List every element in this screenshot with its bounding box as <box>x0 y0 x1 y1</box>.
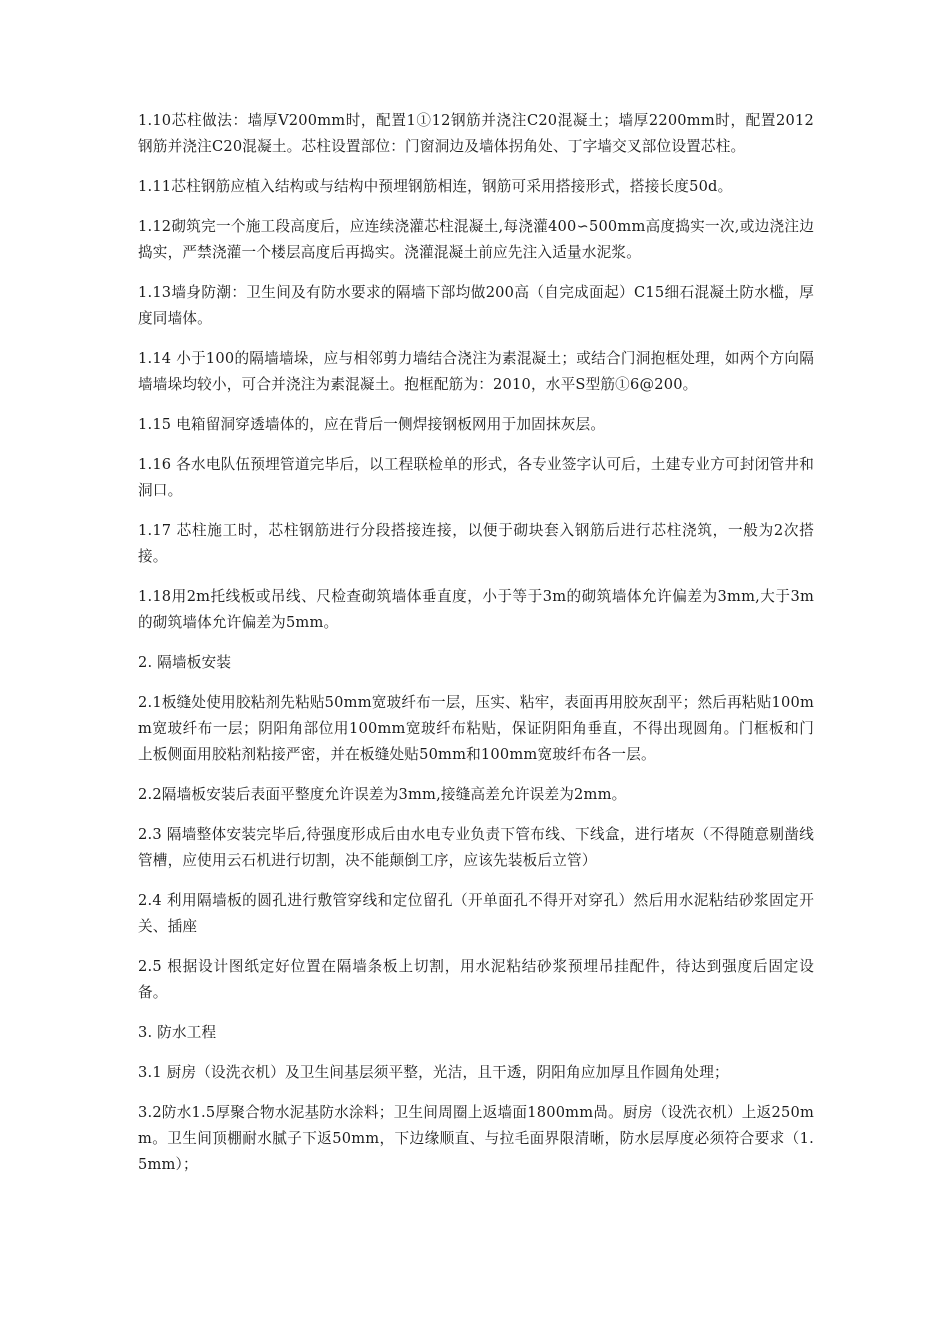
paragraph-1-16: 1.16 各水电队伍预埋管道完毕后，以工程联检单的形式，各专业签字认可后，土建专业方可封闭管井和洞口。 <box>138 456 814 499</box>
paragraph-3-2: 3.2防水1.5厚聚合物水泥基防水涂料；卫生间周圈上返墙面1800mm咼。厨房（设洗衣机）上返250mm。卫生间顶棚耐水腻子下返50mm，下边缘顺直、与拉毛面界限清晰，防水层厚度必须符合要求（1.5mm）； <box>138 1104 814 1173</box>
paragraph-3-1: 3.1 厨房（设洗衣机）及卫生间基层须平整，光洁，且干透，阴阳角应加厚且作圆角处理； <box>138 1064 729 1081</box>
paragraph-1-14: 1.14 小于100的隔墙墙垛，应与相邻剪力墙结合浇注为素混凝土；或结合门洞抱框处理，如两个方向隔墙墙垛均较小，可合并浇注为素混凝土。抱框配筋为：2010，水平S型筋①6@200。 <box>138 350 814 393</box>
section-heading-3: 3. 防水工程 <box>138 1024 217 1041</box>
paragraph-2-5: 2.5 根据设计图纸定好位置在隔墙条板上切割，用水泥粘结砂浆预埋吊挂配件，待达到强度后固定设备。 <box>138 958 814 1001</box>
paragraph-2-4: 2.4 利用隔墙板的圆孔进行敷管穿线和定位留孔（开单面孔不得开对穿孔）然后用水泥粘结砂浆固定开关、插座 <box>138 892 814 935</box>
paragraph-2-1: 2.1板缝处使用胶粘剂先粘贴50mm宽玻纤布一层，压实、粘牢，表面再用胶灰刮平；然后再粘贴100mm宽玻纤布一层；阴阳角部位用100mm宽玻纤布粘贴，保证阴阳角垂直，不得出现圆角。门框板和门上板侧面用胶粘剂粘接严密，并在板缝处贴50mm和100mm宽玻纤布各一层。 <box>138 694 814 763</box>
paragraph-2-3: 2.3 隔墙整体安装完毕后,待强度形成后由水电专业负责下管布线、下线盒，进行堵灰（不得随意剔凿线管槽，应使用云石机进行切割，决不能颠倒工序，应该先装板后立管） <box>138 826 814 869</box>
paragraph-1-10: 1.10芯柱做法：墙厚V200mm时，配置1①12钢筋并浇注C20混凝土；墙厚2200mm时，配置2012钢筋并浇注C20混凝土。芯柱设置部位：门窗洞边及墙体拐角处、丁字墙交叉部位设置芯柱。 <box>138 112 814 155</box>
paragraph-1-13: 1.13墙身防潮：卫生间及有防水要求的隔墙下部均做200高（自完成面起）C15细石混凝土防水槛，厚度同墙体。 <box>138 284 814 327</box>
paragraph-1-15: 1.15 电箱留洞穿透墙体的，应在背后一侧焊接钢板网用于加固抹灰层。 <box>138 416 606 433</box>
document-page <box>138 108 814 1192</box>
section-heading-2: 2. 隔墙板安装 <box>138 654 232 671</box>
paragraph-2-2: 2.2隔墙板安装后表面平整度允许误差为3mm,接缝高差允许误差为2mm。 <box>138 786 627 803</box>
paragraph-1-18: 1.18用2m托线板或吊线、尺检查砌筑墙体垂直度，小于等于3m的砌筑墙体允许偏差为3mm,大于3m的砌筑墙体允许偏差为5mm。 <box>138 588 814 631</box>
paragraph-1-17: 1.17 芯柱施工时，芯柱钢筋进行分段搭接连接，以便于砌块套入钢筋后进行芯柱浇筑，一般为2次搭接。 <box>138 522 814 565</box>
paragraph-1-12: 1.12砌筑完一个施工段高度后，应连续浇灌芯柱混凝土,每浇灌400∽500mm高度捣实一次,或边浇注边捣实，严禁浇灌一个楼层高度后再捣实。浇灌混凝土前应先注入适量水泥浆。 <box>138 218 814 261</box>
paragraph-1-11: 1.11芯柱钢筋应植入结构或与结构中预埋钢筋相连，钢筋可采用搭接形式，搭接长度50d。 <box>138 178 733 195</box>
